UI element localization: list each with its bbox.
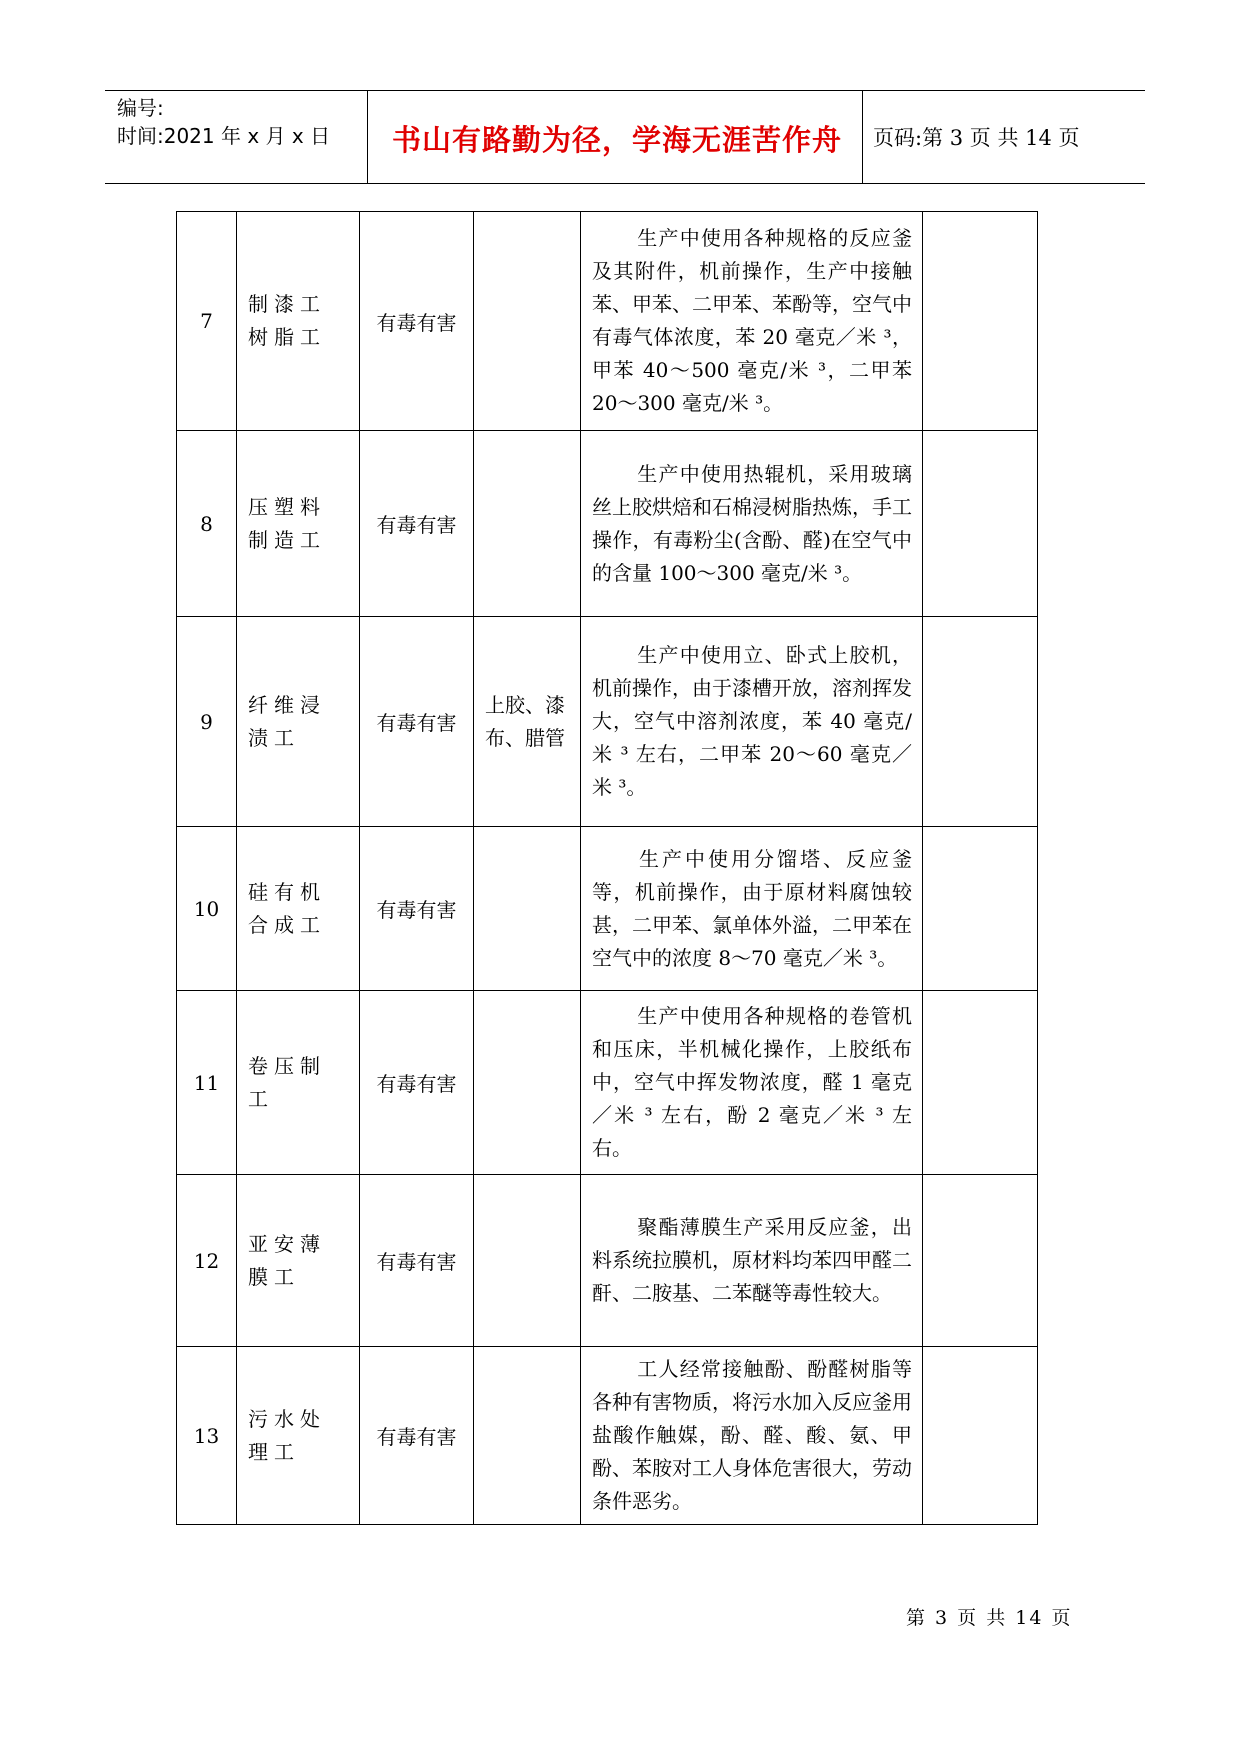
header-divider [367,90,368,184]
row-number: 8 [177,431,237,617]
job-description [581,617,923,827]
row-number: 7 [177,212,237,431]
job-description [581,212,923,431]
document-time-label: 时间:2021 年 x 月 x 日 [117,124,331,148]
table-row [177,827,1038,991]
header-divider [862,90,863,184]
job-description-text: 工人经常接触酚、酚醛树脂等各种有害物质，将污水加入反应釜用盐酸作触媒，酚、醛、酸、氨、甲酚、苯胺对工人身体危害很大，劳动条件恶劣。 [592,1357,912,1513]
job-category: 有毒有害 [360,212,474,431]
job-category: 有毒有害 [360,991,474,1175]
header-motto: 书山有路勤为径，学海无涯苦作舟 [391,123,842,157]
job-category: 有毒有害 [360,617,474,827]
table-row [177,1347,1038,1525]
job-description-text: 生产中使用各种规格的卷管机和压床，半机械化操作，上胶纸布中，空气中挥发物浓度，醛 1 毫克／米 ³ 左右，酚 2 毫克／米 ³ 左右。 [592,1004,912,1160]
page-footer: 第 3 页 共 14 页 [906,1607,1073,1629]
job-process [474,991,581,1175]
job-category: 有毒有害 [360,1347,474,1525]
table-row [177,431,1038,617]
job-name: 制漆工树脂工 [237,212,360,431]
job-description [581,991,923,1175]
job-category: 有毒有害 [360,431,474,617]
job-description [581,827,923,991]
job-remark [923,431,1038,617]
table-row [177,1175,1038,1347]
job-category: 有毒有害 [360,827,474,991]
job-name: 纤维浸渍工 [237,617,360,827]
job-description [581,431,923,617]
row-number: 11 [177,991,237,1175]
job-description [581,1347,923,1525]
job-name: 硅有机合成工 [237,827,360,991]
row-number: 9 [177,617,237,827]
header-top-rule [105,90,1145,91]
header-bottom-rule [105,183,1145,184]
row-number: 12 [177,1175,237,1347]
table-row [177,212,1038,431]
job-process: 上胶、漆布、腊管 [474,617,581,827]
job-name: 污水处理工 [237,1347,360,1525]
job-description-text: 生产中使用立、卧式上胶机，机前操作，由于漆槽开放，溶剂挥发大，空气中溶剂浓度，苯 40 毫克/米 ³ 左右，二甲苯 20～60 毫克／米 ³。 [592,643,912,799]
header-page-number: 页码:第 3 页 共 14 页 [873,126,1080,150]
job-description [581,1175,923,1347]
job-process [474,1175,581,1347]
document-number-label: 编号: [117,96,164,120]
job-process [474,431,581,617]
job-process [474,1347,581,1525]
job-category: 有毒有害 [360,1175,474,1347]
job-description-text: 聚酯薄膜生产采用反应釜，出料系统拉膜机，原材料均苯四甲醛二酐、二胺基、二苯醚等毒性较大。 [592,1215,912,1305]
row-number: 13 [177,1347,237,1525]
row-number: 10 [177,827,237,991]
hazard-jobs-table [176,211,1038,1525]
job-remark [923,827,1038,991]
header-meta [117,94,330,150]
job-name: 亚安薄膜工 [237,1175,360,1347]
table-row [177,617,1038,827]
job-name: 压塑料制造工 [237,431,360,617]
table-row [177,991,1038,1175]
job-remark [923,1175,1038,1347]
job-name: 卷压制工 [237,991,360,1175]
job-description-text: 生产中使用分馏塔、反应釜等，机前操作，由于原材料腐蚀较甚，二甲苯、氯单体外溢，二甲苯在空气中的浓度 8～70 毫克／米 ³。 [592,846,912,970]
job-process [474,827,581,991]
page-header [105,90,1145,184]
job-remark [923,991,1038,1175]
job-remark [923,212,1038,431]
job-process [474,212,581,431]
job-remark [923,1347,1038,1525]
job-description-text: 生产中使用热辊机，采用玻璃丝上胶烘焙和石棉浸树脂热炼，手工操作，有毒粉尘(含酚、醛)在空气中的含量 100～300 毫克/米 ³。 [592,461,912,585]
job-remark [923,617,1038,827]
job-description-text: 生产中使用各种规格的反应釜及其附件，机前操作，生产中接触苯、甲苯、二甲苯、苯酚等，空气中有毒气体浓度，苯 20 毫克／米 ³，甲苯 40～500 毫克/米 ³，二甲苯 20～300 毫克/米 ³。 [592,226,912,415]
